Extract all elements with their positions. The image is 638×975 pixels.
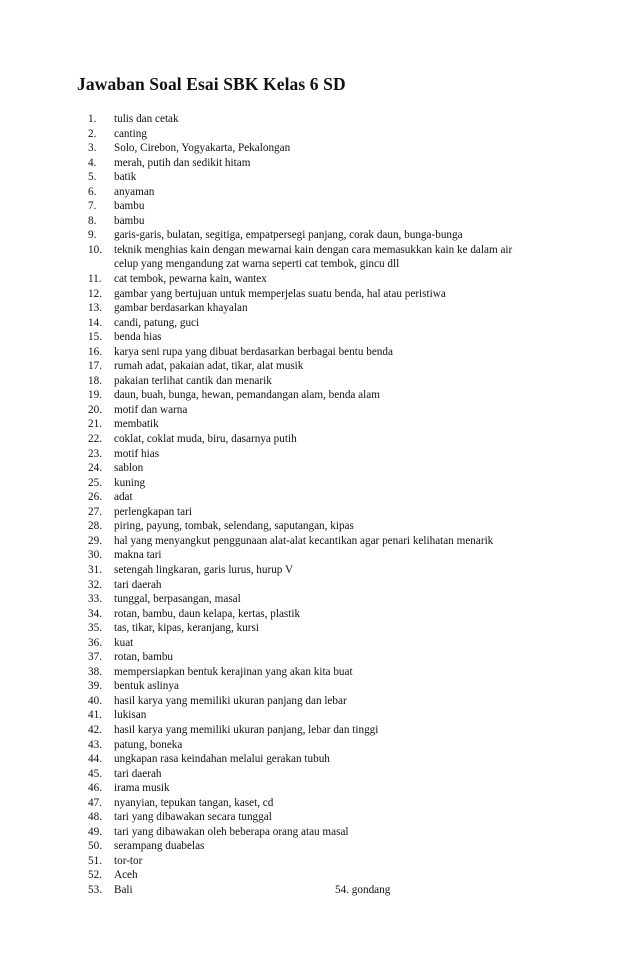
- list-item: [0, 563, 638, 578]
- item-number: 14.: [88, 316, 102, 329]
- item-text: tor-tor: [114, 854, 143, 867]
- list-item: [0, 723, 638, 738]
- list-item: [0, 883, 638, 898]
- item-text: perlengkapan tari: [114, 505, 192, 518]
- list-item: [0, 519, 638, 534]
- list-item: [0, 301, 638, 316]
- item-number: 34.: [88, 607, 102, 620]
- item-text: pakaian terlihat cantik dan menarik: [114, 374, 272, 387]
- item-text: gambar yang bertujuan untuk memperjelas suatu benda, hal atau peristiwa: [114, 287, 446, 300]
- item-number: 32.: [88, 578, 102, 591]
- item-number: 36.: [88, 636, 102, 649]
- item-text: candi, patung, guci: [114, 316, 200, 329]
- item-text: motif dan warna: [114, 403, 188, 416]
- item-text: sablon: [114, 462, 144, 475]
- list-item: [0, 476, 638, 491]
- list-item: [0, 345, 638, 360]
- item-number: 49.: [88, 825, 102, 838]
- item-number: 12.: [88, 287, 102, 300]
- item-text: daun, buah, bunga, hewan, pemandangan alam, benda alam: [114, 389, 380, 402]
- item-number: 53.: [88, 883, 102, 896]
- item-number: 52.: [88, 869, 102, 882]
- list-item: [0, 112, 638, 127]
- page-title: Jawaban Soal Esai SBK Kelas 6 SD: [77, 74, 346, 94]
- item-number: 5.: [88, 171, 97, 184]
- item-text: hal yang menyangkut penggunaan alat-alat kecantikan agar penari kelihatan menarik: [114, 534, 494, 547]
- item-number: 35.: [88, 622, 102, 635]
- item-number: 22.: [88, 433, 102, 446]
- item-number: 25.: [88, 476, 102, 489]
- list-item: [0, 272, 638, 287]
- list-item: [0, 621, 638, 636]
- list-item: [0, 665, 638, 680]
- item-text: batik: [114, 171, 137, 184]
- item-number: 50.: [88, 840, 102, 853]
- item-number: 51.: [88, 854, 102, 867]
- item-text: adat: [114, 491, 133, 504]
- item-number: 26.: [88, 491, 102, 504]
- item-text: Aceh: [114, 869, 138, 882]
- item-number: 31.: [88, 563, 102, 576]
- item-number: 39.: [88, 680, 102, 693]
- list-item: [0, 752, 638, 767]
- list-item: [0, 839, 638, 854]
- list-item: [0, 127, 638, 142]
- item-text: gambar berdasarkan khayalan: [114, 302, 248, 315]
- item-number: 33.: [88, 593, 102, 606]
- list-item: [0, 490, 638, 505]
- list-item: [0, 636, 638, 651]
- list-item: [0, 374, 638, 389]
- item-number: 27.: [88, 505, 102, 518]
- list-item: [0, 170, 638, 185]
- item-number: 8.: [88, 214, 97, 227]
- list-item: [0, 810, 638, 825]
- list-item: [0, 578, 638, 593]
- item-text: hasil karya yang memiliki ukuran panjang, lebar dan tinggi: [114, 723, 379, 736]
- item-number: 9.: [88, 229, 97, 242]
- list-item: [0, 199, 638, 214]
- list-item: [0, 417, 638, 432]
- item-number: 47.: [88, 796, 102, 809]
- item-text: tari yang dibawakan oleh beberapa orang atau masal: [114, 825, 349, 838]
- item-number: 17.: [88, 360, 102, 373]
- item-extra-text: 54. gondang: [335, 883, 391, 896]
- list-item: [0, 359, 638, 374]
- item-text: rotan, bambu, daun kelapa, kertas, plastik: [114, 607, 301, 620]
- item-number: 48.: [88, 811, 102, 824]
- list-item: [0, 257, 638, 272]
- item-number: 19.: [88, 389, 102, 402]
- answer-list: [0, 112, 638, 898]
- item-text: kuat: [114, 636, 134, 649]
- item-number: 46.: [88, 782, 102, 795]
- item-number: 13.: [88, 302, 102, 315]
- item-number: 11.: [88, 273, 102, 286]
- item-text: patung, boneka: [114, 738, 183, 751]
- item-number: 10.: [88, 243, 102, 256]
- item-text: rotan, bambu: [114, 651, 174, 664]
- item-number: 7.: [88, 200, 97, 213]
- item-text: bentuk aslinya: [114, 680, 179, 693]
- item-number: 42.: [88, 723, 102, 736]
- list-item: [0, 592, 638, 607]
- list-item: [0, 548, 638, 563]
- item-text: bambu: [114, 200, 145, 213]
- item-number: 20.: [88, 403, 102, 416]
- item-text: celup yang mengandung zat warna seperti cat tembok, gincu dll: [114, 258, 400, 271]
- list-item: [0, 316, 638, 331]
- item-number: 40.: [88, 694, 102, 707]
- list-item: [0, 228, 638, 243]
- item-number: 30.: [88, 549, 102, 562]
- item-number: 15.: [88, 331, 102, 344]
- item-text: motif hias: [114, 447, 160, 460]
- list-item: [0, 679, 638, 694]
- list-item: [0, 868, 638, 883]
- item-text: Solo, Cirebon, Yogyakarta, Pekalongan: [114, 142, 291, 155]
- item-text: anyaman: [114, 185, 155, 198]
- item-text: kuning: [114, 476, 146, 489]
- list-item: [0, 796, 638, 811]
- item-number: 24.: [88, 462, 102, 475]
- list-item: [0, 403, 638, 418]
- item-text: hasil karya yang memiliki ukuran panjang dan lebar: [114, 694, 347, 707]
- item-text: merah, putih dan sedikit hitam: [114, 156, 251, 169]
- item-text: makna tari: [114, 549, 162, 562]
- item-text: ungkapan rasa keindahan melalui gerakan tubuh: [114, 753, 330, 766]
- list-item: [0, 694, 638, 709]
- list-item: [0, 767, 638, 782]
- list-item: [0, 781, 638, 796]
- item-number: 41.: [88, 709, 102, 722]
- item-text: teknik menghias kain dengan mewarnai kain dengan cara memasukkan kain ke dalam air: [114, 243, 513, 256]
- item-text: irama musik: [114, 782, 170, 795]
- item-text: garis-garis, bulatan, segitiga, empatpersegi panjang, corak daun, bunga-bunga: [114, 229, 463, 242]
- item-text: nyanyian, tepukan tangan, kaset, cd: [114, 796, 274, 809]
- list-item: [0, 447, 638, 462]
- item-number: 4.: [88, 156, 97, 169]
- item-text: tari yang dibawakan secara tunggal: [114, 811, 272, 824]
- list-item: [0, 607, 638, 622]
- item-text: setengah lingkaran, garis lurus, hurup V: [114, 563, 294, 576]
- item-text: tulis dan cetak: [114, 113, 179, 125]
- item-text: tunggal, berpasangan, masal: [114, 593, 241, 606]
- item-text: tas, tikar, kipas, keranjang, kursi: [114, 622, 259, 635]
- item-text: serampang duabelas: [114, 840, 205, 853]
- list-item: [0, 330, 638, 345]
- item-number: 1.: [88, 113, 97, 125]
- list-item: [0, 243, 638, 258]
- list-item: [0, 534, 638, 549]
- item-text: bambu: [114, 214, 145, 227]
- list-item: [0, 287, 638, 302]
- list-item: [0, 185, 638, 200]
- item-text: cat tembok, pewarna kain, wantex: [114, 273, 267, 286]
- list-item: [0, 825, 638, 840]
- item-text: tari daerah: [114, 767, 162, 780]
- item-number: 16.: [88, 345, 102, 358]
- item-text: tari daerah: [114, 578, 162, 591]
- item-text: Bali: [114, 883, 133, 896]
- item-number: 3.: [88, 142, 97, 155]
- item-number: 28.: [88, 520, 102, 533]
- item-number: 37.: [88, 651, 102, 664]
- item-number: 6.: [88, 185, 97, 198]
- item-number: 29.: [88, 534, 102, 547]
- list-item: [0, 156, 638, 171]
- list-item: [0, 854, 638, 869]
- item-number: 2.: [88, 127, 97, 140]
- list-item: [0, 432, 638, 447]
- item-text: canting: [114, 127, 147, 140]
- item-number: 23.: [88, 447, 102, 460]
- list-item: [0, 738, 638, 753]
- list-item: [0, 461, 638, 476]
- item-text: membatik: [114, 418, 159, 431]
- item-text: lukisan: [114, 709, 147, 722]
- list-item: [0, 505, 638, 520]
- item-text: karya seni rupa yang dibuat berdasarkan berbagai bentu benda: [114, 345, 393, 358]
- item-number: 45.: [88, 767, 102, 780]
- list-item: [0, 141, 638, 156]
- list-item: [0, 650, 638, 665]
- item-number: 18.: [88, 374, 102, 387]
- item-text: mempersiapkan bentuk kerajinan yang akan kita buat: [114, 665, 353, 678]
- item-text: coklat, coklat muda, biru, dasarnya putih: [114, 433, 297, 446]
- item-number: 44.: [88, 753, 102, 766]
- item-text: piring, payung, tombak, selendang, saputangan, kipas: [114, 520, 354, 533]
- list-item: [0, 708, 638, 723]
- item-text: benda hias: [114, 331, 162, 344]
- list-item: [0, 214, 638, 229]
- item-number: 21.: [88, 418, 102, 431]
- item-number: 38.: [88, 665, 102, 678]
- list-item: [0, 388, 638, 403]
- item-text: rumah adat, pakaian adat, tikar, alat musik: [114, 360, 304, 373]
- item-number: 43.: [88, 738, 102, 751]
